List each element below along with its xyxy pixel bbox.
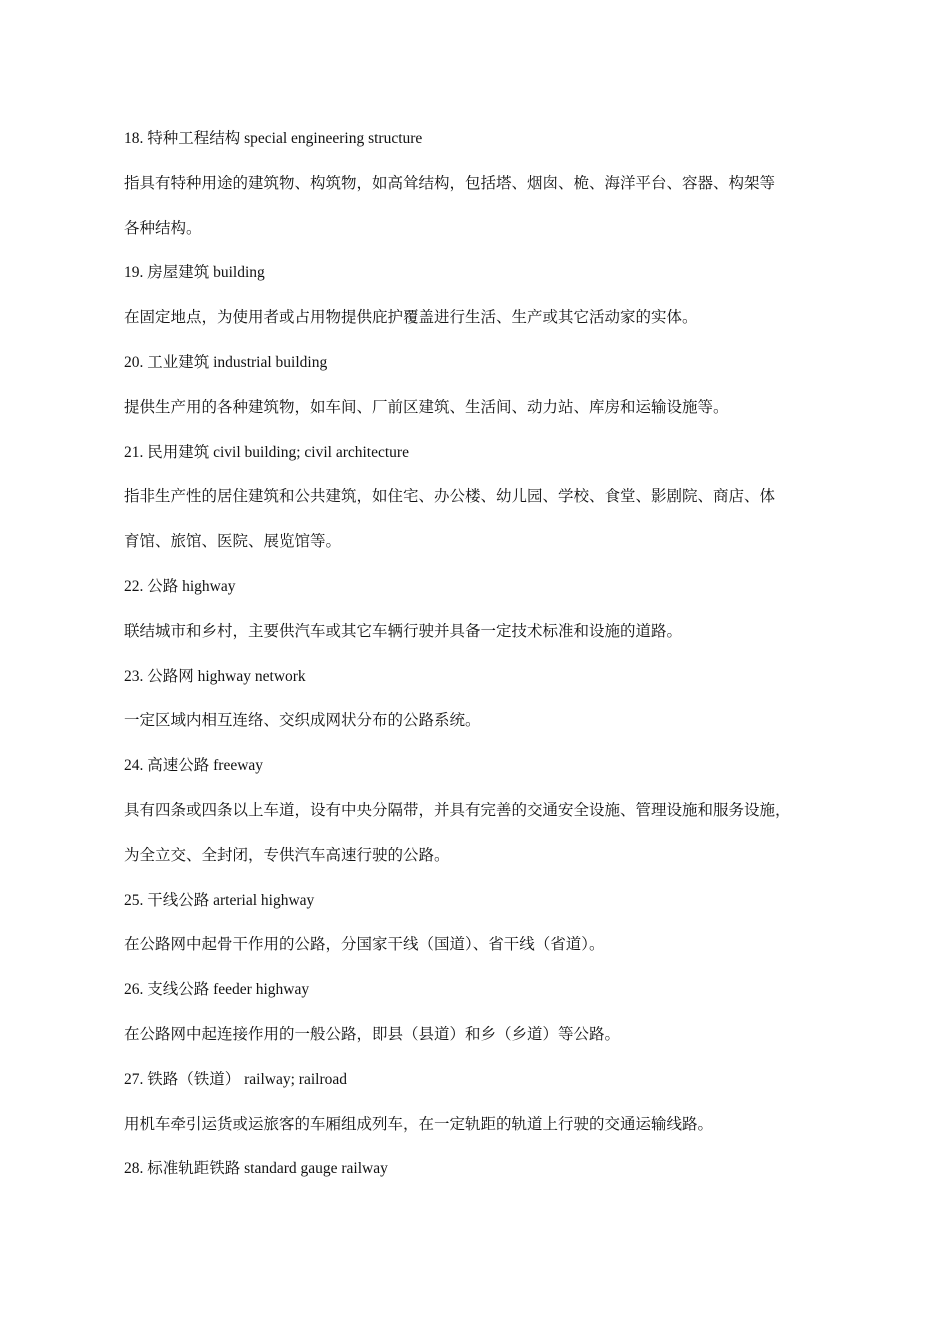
definition-text: 各种结构。: [124, 219, 202, 237]
definition-text: 在公路网中起连接作用的一般公路，即县（县道）和乡（乡道）等公路。: [124, 1025, 621, 1043]
term-heading-23: 23. 公路网 highway network: [124, 667, 306, 685]
term-heading-20: 20. 工业建筑 industrial building: [124, 353, 328, 371]
term-heading-18: 18. 特种工程结构 special engineering structure: [124, 130, 423, 147]
definition-text: 指非生产性的居住建筑和公共建筑，如住宅、办公楼、幼儿园、学校、食堂、影剧院、商店、体: [124, 488, 776, 506]
definition-text: 在公路网中起骨干作用的公路，分国家干线（国道）、省干线（省道）。: [124, 936, 605, 954]
term-heading-27: 27. 铁路（铁道） railway; railroad: [124, 1070, 347, 1088]
term-heading-21: 21. 民用建筑 civil building; civil architecture: [124, 443, 409, 461]
definition-text: 为全立交、全封闭，专供汽车高速行驶的公路。: [124, 846, 450, 864]
term-heading-24: 24. 高速公路 freeway: [124, 757, 264, 775]
document-body: [124, 126, 834, 1201]
term-heading-25: 25. 干线公路 arterial highway: [124, 891, 315, 909]
definition-text: 具有四条或四条以上车道，设有中央分隔带，并具有完善的交通安全设施、管理设施和服务设施，: [124, 801, 791, 819]
term-heading-26: 26. 支线公路 feeder highway: [124, 981, 310, 999]
definition-text: 在固定地点，为使用者或占用物提供庇护覆盖进行生活、生产或其它活动家的实体。: [124, 309, 698, 327]
definition-text: 联结城市和乡村，主要供汽车或其它车辆行驶并具备一定技术标准和设施的道路。: [124, 622, 683, 640]
definition-text: 指具有特种用途的建筑物、构筑物，如高耸结构，包括塔、烟囱、桅、海洋平台、容器、构架等: [124, 174, 776, 192]
definition-text: 育馆、旅馆、医院、展览馆等。: [124, 533, 342, 551]
definition-text: 用机车牵引运货或运旅客的车厢组成列车，在一定轨距的轨道上行驶的交通运输线路。: [124, 1115, 714, 1133]
term-heading-19: 19. 房屋建筑 building: [124, 264, 265, 282]
term-heading-28: 28. 标准轨距铁路 standard gauge railway: [124, 1160, 388, 1178]
definition-text: 提供生产用的各种建筑物，如车间、厂前区建筑、生活间、动力站、库房和运输设施等。: [124, 398, 729, 416]
term-heading-22: 22. 公路 highway: [124, 577, 236, 595]
definition-text: 一定区域内相互连络、交织成网状分布的公路系统。: [124, 712, 481, 730]
